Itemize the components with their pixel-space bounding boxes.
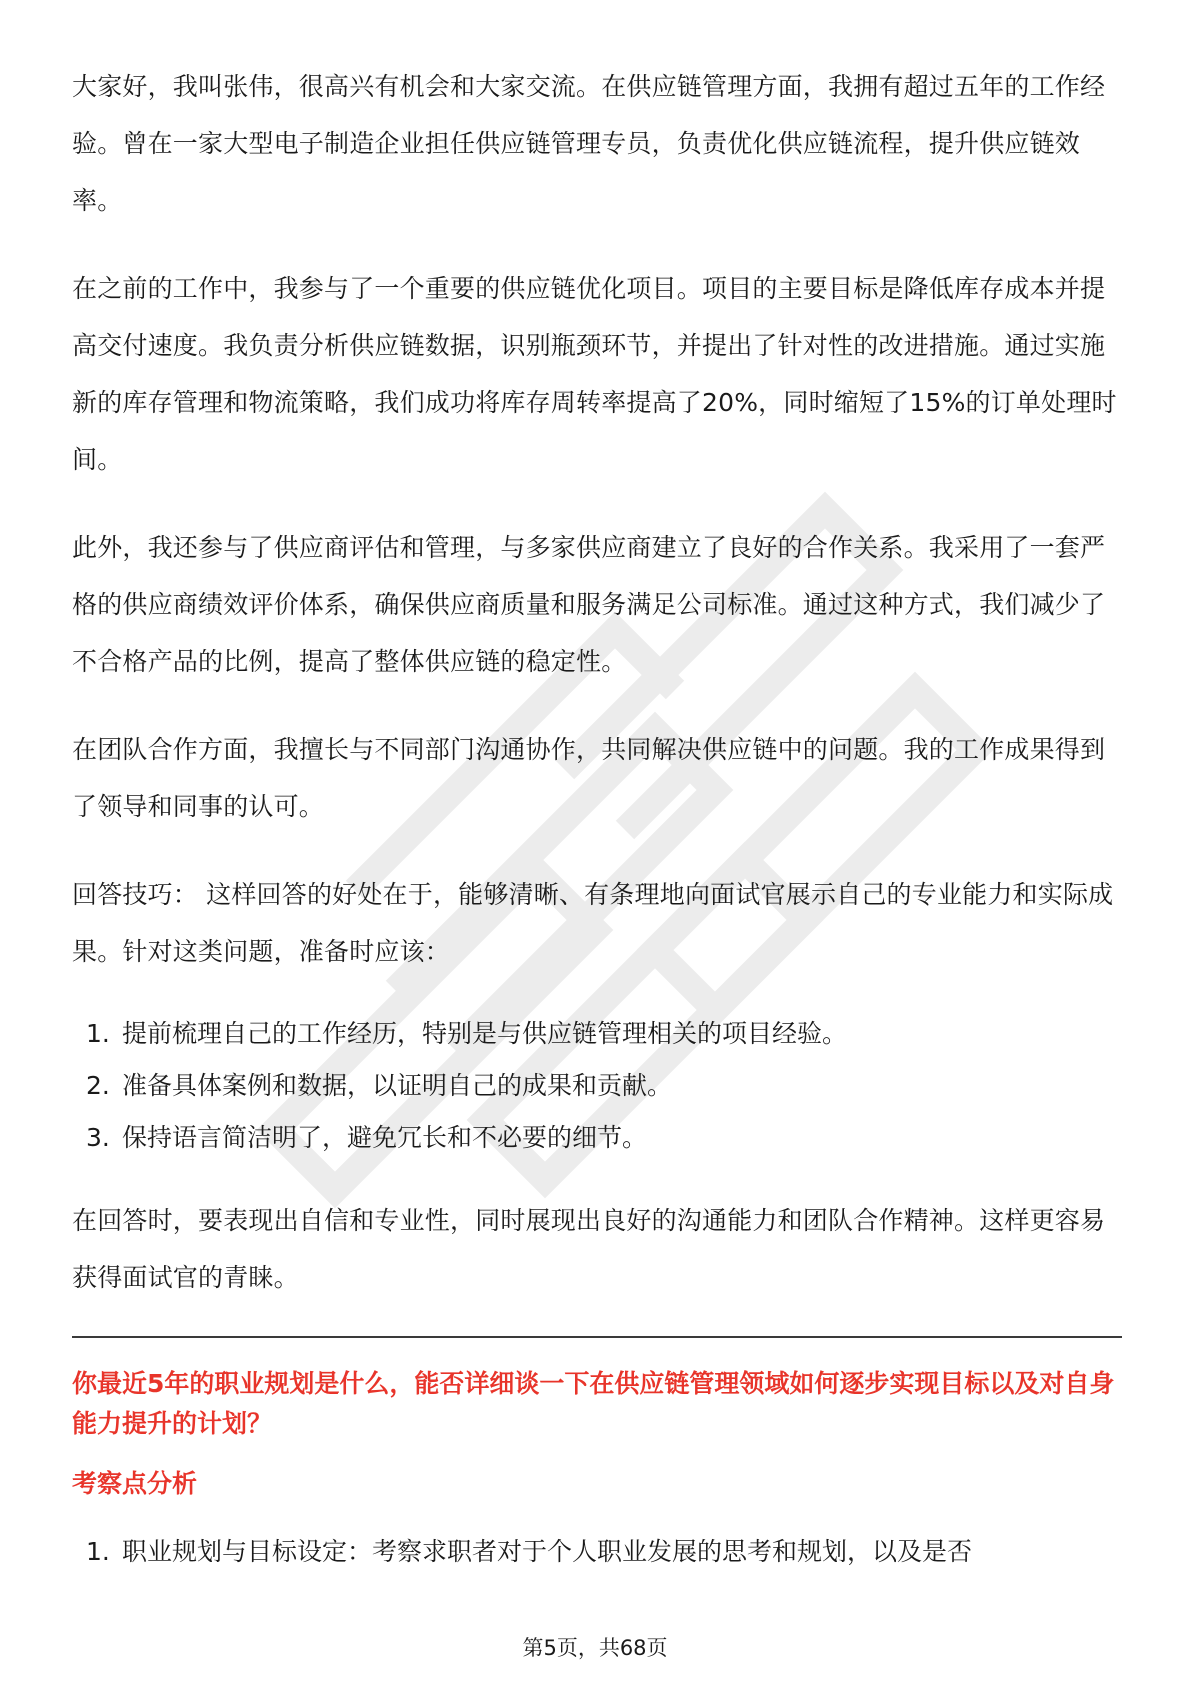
tips-paragraph: 回答技巧： 这样回答的好处在于，能够清晰、有条理地向面试官展示自己的专业能力和实际成果。针对这类问题，准备时应该：	[72, 880, 1114, 966]
list-item: 1. 职业规划与目标设定：考察求职者对于个人职业发展的思考和规划，以及是否	[86, 1537, 973, 1566]
list-item: 3. 保持语言简洁明了，避免冗长和不必要的细节。	[86, 1123, 648, 1152]
tips-list	[72, 1008, 1122, 1164]
list-item: 1. 提前梳理自己的工作经历，特别是与供应链管理相关的项目经验。	[86, 1019, 848, 1048]
analysis-list	[72, 1526, 1122, 1578]
list-item: 2. 准备具体案例和数据，以证明自己的成果和贡献。	[86, 1071, 673, 1100]
intro-paragraph: 大家好，我叫张伟，很高兴有机会和大家交流。在供应链管理方面，我拥有超过五年的工作经验。曾在一家大型电子制造企业担任供应链管理专员，负责优化供应链流程，提升供应链效率。	[72, 72, 1106, 215]
section-divider	[72, 1336, 1122, 1338]
document-page	[72, 58, 1122, 1606]
analysis-heading: 考察点分析	[72, 1469, 198, 1498]
supplier-paragraph: 此外，我还参与了供应商评估和管理，与多家供应商建立了良好的合作关系。我采用了一套严格的供应商绩效评价体系，确保供应商质量和服务满足公司标准。通过这种方式，我们减少了不合格产品的比例，提高了整体供应链的稳定性。	[72, 533, 1106, 676]
teamwork-paragraph: 在团队合作方面，我擅长与不同部门沟通协作，共同解决供应链中的问题。我的工作成果得到了领导和同事的认可。	[72, 735, 1106, 821]
page-footer: 第5页，共68页	[522, 1636, 668, 1660]
project-paragraph: 在之前的工作中，我参与了一个重要的供应链优化项目。项目的主要目标是降低库存成本并提高交付速度。我负责分析供应链数据，识别瓶颈环节，并提出了针对性的改进措施。通过实施新的库存管理和物流策略，我们成功将库存周转率提高了20%，同时缩短了15%的订单处理时间。	[72, 274, 1117, 474]
closing-paragraph: 在回答时，要表现出自信和专业性，同时展现出良好的沟通能力和团队合作精神。这样更容易获得面试官的青睐。	[72, 1206, 1106, 1292]
question-heading: 你最近5年的职业规划是什么，能否详细谈一下在供应链管理领域如何逐步实现目标以及对自身能力提升的计划？	[72, 1369, 1115, 1438]
